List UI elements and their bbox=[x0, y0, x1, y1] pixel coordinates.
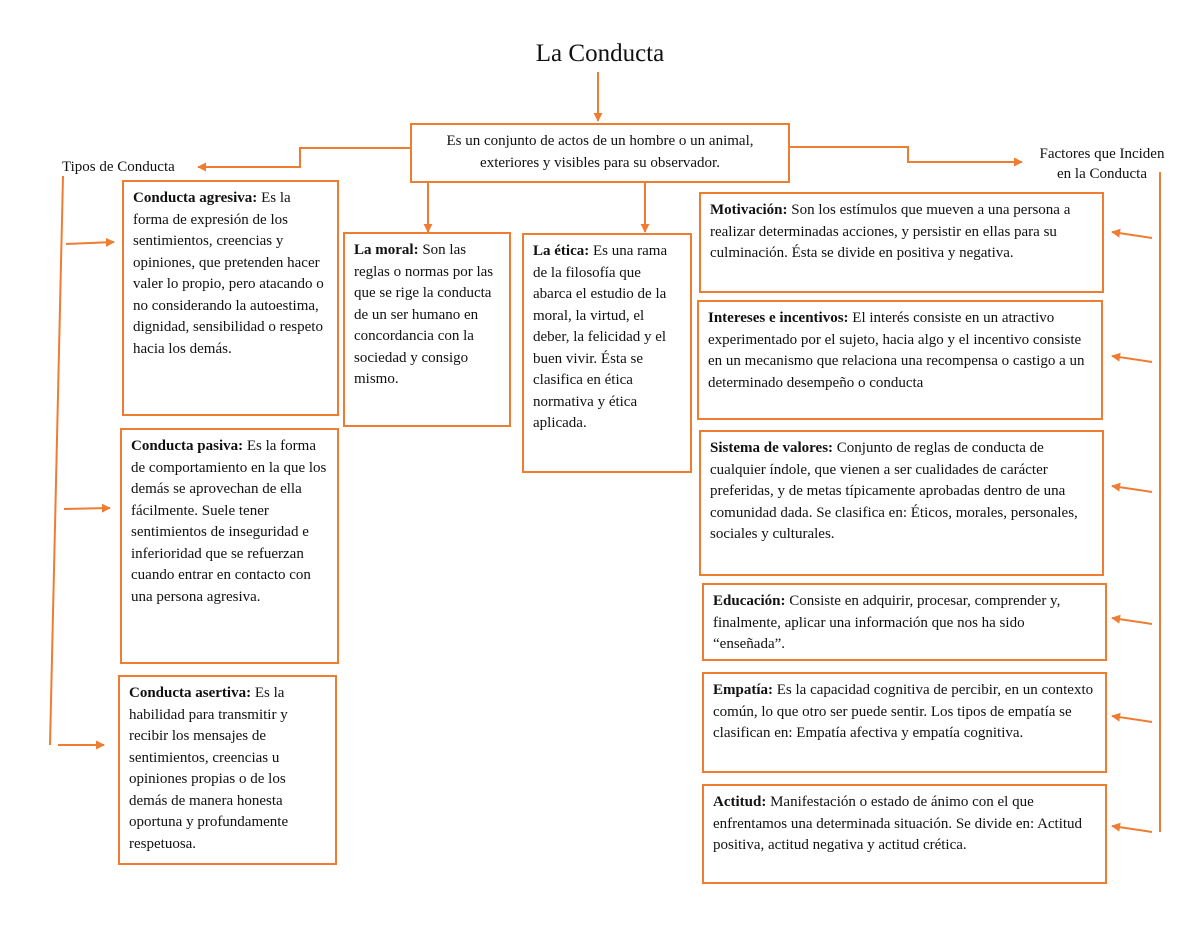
valores-arrow bbox=[1112, 486, 1152, 492]
etica-text: Es una rama de la filosofía que abarca el estudio de la moral, la virtud, el deber, la felicidad y el buen vivir. Ésta se clasifica en ética normativa y ética aplicada. bbox=[533, 243, 668, 431]
valores-text: Conjunto de reglas de conducta de cualquier índole, que vienen a ser cualidades de carácter preferidas, y de metas típicamente aprobadas dentro de una comunidad dada. Se clasifica en: Éticos, morales, personales, sociales y culturales. bbox=[710, 440, 1078, 542]
empatia-box bbox=[702, 672, 1107, 773]
pasiva-arrow bbox=[64, 508, 110, 509]
moral-term: La moral: bbox=[354, 242, 419, 258]
conducta-asertiva-term: Conducta asertiva: bbox=[129, 685, 252, 701]
conducta-pasiva-box bbox=[120, 428, 339, 664]
left-vertical-line bbox=[50, 176, 63, 745]
conducta-agresiva-term: Conducta agresiva: bbox=[133, 190, 258, 206]
intereses-box bbox=[697, 300, 1103, 420]
motivacion-text: Son los estímulos que mueven a una persona a realizar determinadas acciones, y persistir en ellas para su culminación. Ésta se divide en positiva y negativa. bbox=[710, 202, 1071, 261]
actitud-box bbox=[702, 784, 1107, 884]
motivacion-box bbox=[699, 192, 1104, 293]
valores-term: Sistema de valores: bbox=[710, 440, 834, 456]
factores-label bbox=[1026, 144, 1178, 184]
definition-box bbox=[410, 123, 790, 183]
valores-box bbox=[699, 430, 1104, 576]
empatia-arrow bbox=[1112, 716, 1152, 722]
tipos-label: Tipos de Conducta bbox=[62, 159, 175, 175]
empatia-text: Es la capacidad cognitiva de percibir, en un contexto común, lo que otro ser puede sentir. Los tipos de empatía se clasifican en: Empatía afectiva y empatía cognitiva. bbox=[713, 682, 1094, 741]
conducta-asertiva-text: Es la habilidad para transmitir y recibir los mensajes de sentimientos, creencias u opiniones propias o de los demás de manera honesta oportuna y profundamente respetuosa. bbox=[129, 685, 289, 852]
educacion-term: Educación: bbox=[713, 593, 786, 609]
motivacion-arrow bbox=[1112, 232, 1152, 238]
empatia-term: Empatía: bbox=[713, 682, 773, 698]
conducta-agresiva-text: Es la forma de expresión de los sentimientos, creencias y opiniones, que pretenden hacer valer lo propio, pero atacando o no considerando la autoestima, dignidad, sensibilidad o respeto hacia los demás. bbox=[133, 190, 324, 357]
agresiva-arrow bbox=[66, 242, 114, 244]
educacion-box bbox=[702, 583, 1107, 661]
intereses-text: El interés consiste en un atractivo experimentado por el sujeto, hacia algo y el incentivo consiste en un mecanismo que relaciona una recompensa o castigo a un determinado desempeño o conducta bbox=[708, 310, 1085, 391]
actitud-arrow bbox=[1112, 826, 1152, 832]
educacion-text: Consiste en adquirir, procesar, comprender y, finalmente, aplicar una información que nos ha sido “enseñada”. bbox=[713, 593, 1061, 652]
intereses-arrow bbox=[1112, 356, 1152, 362]
conducta-pasiva-text: Es la forma de comportamiento en la que los demás se aprovechan de ella fácilmente. Suele tener sentimientos de inseguridad e inferioridad que se refuerzan cuando entrar en contacto con una persona agresiva. bbox=[131, 438, 327, 605]
etica-box bbox=[522, 233, 692, 473]
conducta-pasiva-term: Conducta pasiva: bbox=[131, 438, 244, 454]
conducta-asertiva-box bbox=[118, 675, 337, 865]
actitud-text: Manifestación o estado de ánimo con el que enfrentamos una determinada situación. Se divide en: Actitud positiva, actitud negativa y actitud crética. bbox=[713, 794, 1083, 853]
educacion-arrow bbox=[1112, 618, 1152, 624]
motivacion-term: Motivación: bbox=[710, 202, 788, 218]
moral-box bbox=[343, 232, 511, 427]
factores-arrow bbox=[790, 147, 1022, 162]
factores-label-line1: Factores que Inciden bbox=[1039, 146, 1165, 162]
factores-label-line2: en la Conducta bbox=[1057, 166, 1147, 182]
definition-text: Es un conjunto de actos de un hombre o un animal, exteriores y visibles para su observador. bbox=[446, 133, 754, 171]
diagram-title: La Conducta bbox=[535, 40, 665, 67]
moral-text: Son las reglas o normas por las que se rige la conducta de un ser humano en concordancia con la sociedad y consigo mismo. bbox=[354, 242, 494, 387]
intereses-term: Intereses e incentivos: bbox=[708, 310, 849, 326]
actitud-term: Actitud: bbox=[713, 794, 767, 810]
tipos-arrow bbox=[198, 148, 410, 167]
etica-term: La ética: bbox=[533, 243, 590, 259]
conducta-agresiva-box bbox=[122, 180, 339, 416]
